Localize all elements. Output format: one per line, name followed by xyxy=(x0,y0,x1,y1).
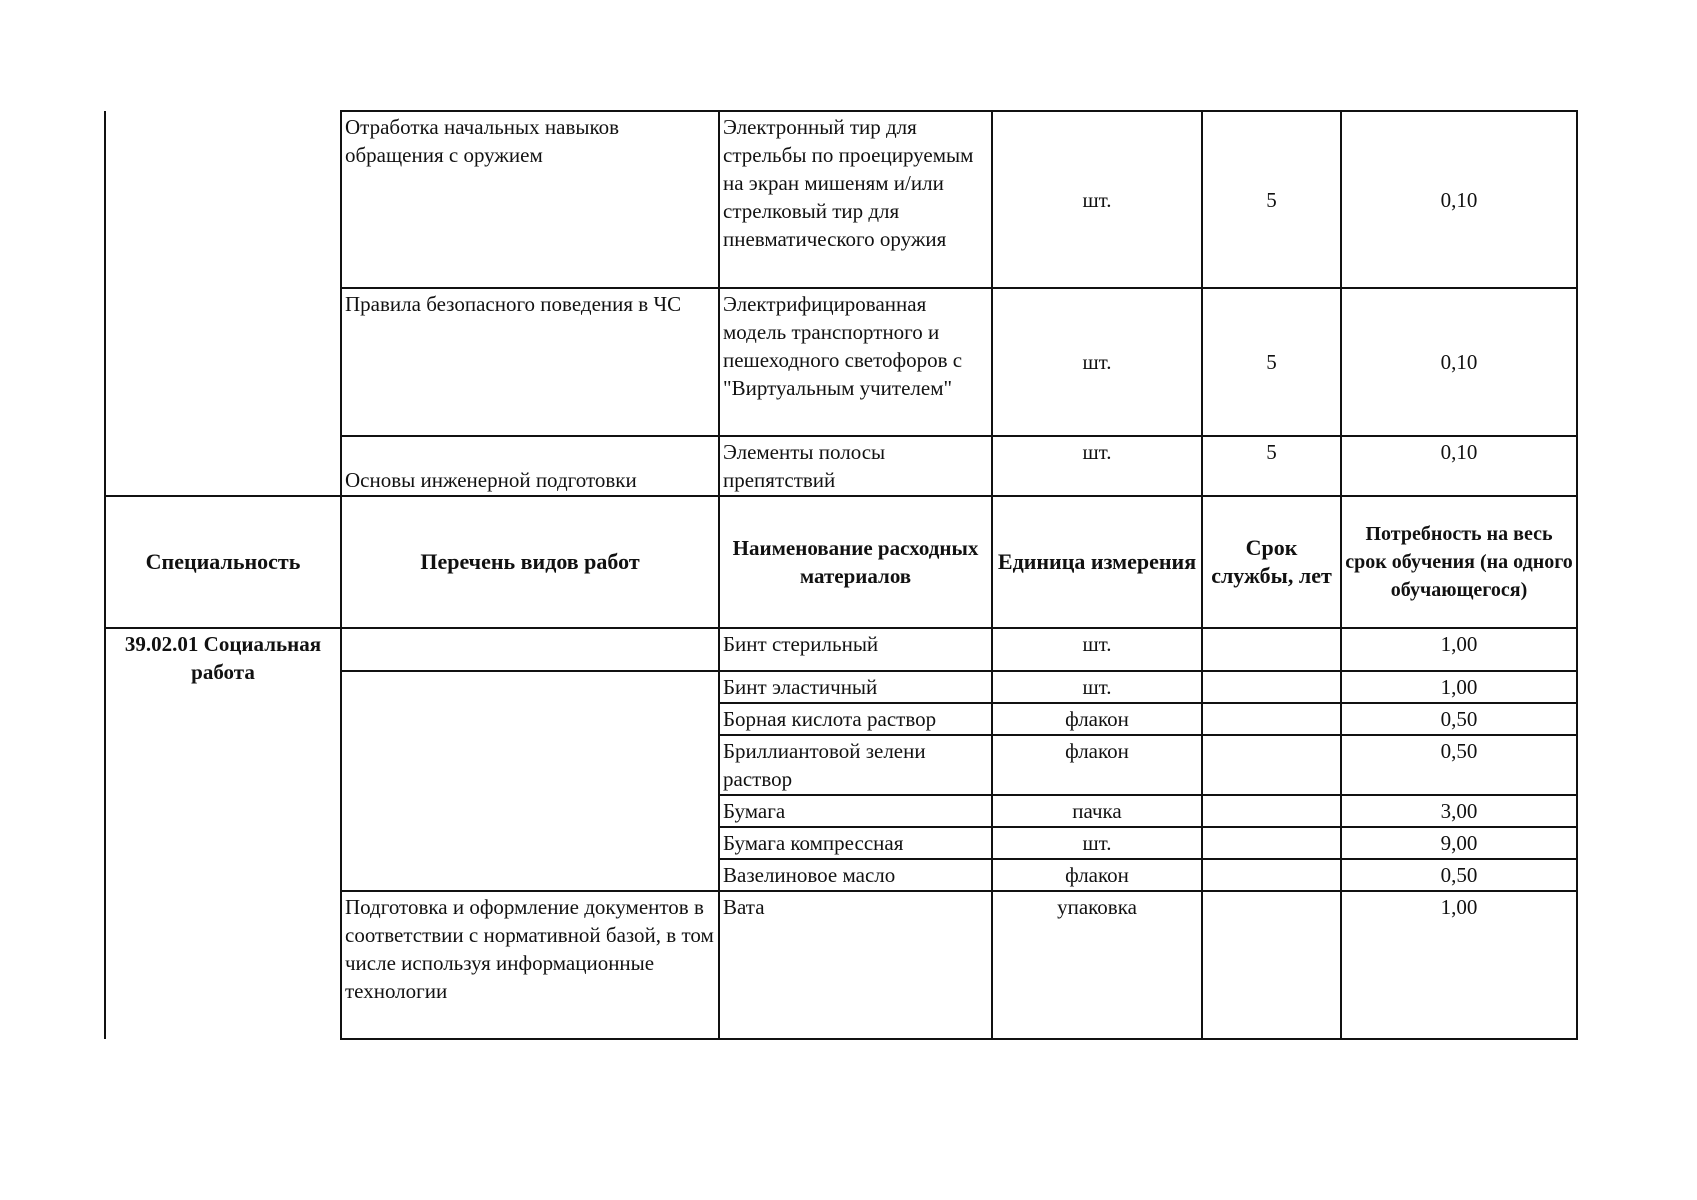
material-cell: Бумага компрессная xyxy=(719,827,992,859)
need-cell: 0,50 xyxy=(1341,703,1577,735)
header-need: Потребность на весь срок обучения (на одного обучающегося) xyxy=(1341,496,1577,628)
specialty-cell-continued xyxy=(105,111,341,496)
need-cell: 0,50 xyxy=(1341,859,1577,891)
work-cell-empty xyxy=(341,628,719,671)
table-row xyxy=(105,628,1577,671)
unit-cell: шт. xyxy=(992,111,1202,288)
unit-cell: флакон xyxy=(992,859,1202,891)
work-cell: Подготовка и оформление документов в соответствии с нормативной базой, в том числе используя информационные технологии xyxy=(341,891,719,1039)
unit-cell: шт. xyxy=(992,628,1202,671)
need-cell: 1,00 xyxy=(1341,628,1577,671)
material-cell: Бумага xyxy=(719,795,992,827)
material-cell: Бриллиантовой зелени раствор xyxy=(719,735,992,795)
need-cell: 3,00 xyxy=(1341,795,1577,827)
service-cell xyxy=(1202,628,1341,671)
service-cell: 5 xyxy=(1202,436,1341,496)
material-cell: Электрифицированная модель транспортного и пешеходного светофоров с "Виртуальным учителем" xyxy=(719,288,992,436)
table-row xyxy=(105,111,1577,288)
unit-cell: флакон xyxy=(992,735,1202,795)
material-cell: Борная кислота раствор xyxy=(719,703,992,735)
service-cell xyxy=(1202,795,1341,827)
service-cell xyxy=(1202,735,1341,795)
service-cell: 5 xyxy=(1202,288,1341,436)
material-cell: Бинт эластичный xyxy=(719,671,992,703)
header-specialty: Специальность xyxy=(105,496,341,628)
need-cell: 9,00 xyxy=(1341,827,1577,859)
service-cell: 5 xyxy=(1202,111,1341,288)
work-cell-empty xyxy=(341,671,719,891)
unit-cell: пачка xyxy=(992,795,1202,827)
header-works: Перечень видов работ xyxy=(341,496,719,628)
work-cell: Основы инженерной подготовки xyxy=(341,436,719,496)
specialty-cell: 39.02.01 Социальная работа xyxy=(105,628,341,1039)
header-service: Срок службы, лет xyxy=(1202,496,1341,628)
need-cell: 1,00 xyxy=(1341,891,1577,1039)
material-cell: Вазелиновое масло xyxy=(719,859,992,891)
header-materials: Наименование расходных материалов xyxy=(719,496,992,628)
work-cell: Отработка начальных навыков обращения с оружием xyxy=(341,111,719,288)
unit-cell: флакон xyxy=(992,703,1202,735)
service-cell xyxy=(1202,827,1341,859)
service-cell xyxy=(1202,891,1341,1039)
material-cell: Электронный тир для стрельбы по проецируемым на экран мишеням и/или стрелковый тир для пневматического оружия xyxy=(719,111,992,288)
material-cell: Бинт стерильный xyxy=(719,628,992,671)
material-cell: Вата xyxy=(719,891,992,1039)
need-cell: 0,10 xyxy=(1341,288,1577,436)
need-cell: 0,10 xyxy=(1341,436,1577,496)
unit-cell: шт. xyxy=(992,671,1202,703)
unit-cell: шт. xyxy=(992,436,1202,496)
need-cell: 1,00 xyxy=(1341,671,1577,703)
work-cell: Правила безопасного поведения в ЧС xyxy=(341,288,719,436)
material-cell: Элементы полосы препятствий xyxy=(719,436,992,496)
need-cell: 0,10 xyxy=(1341,111,1577,288)
service-cell xyxy=(1202,859,1341,891)
materials-table xyxy=(104,110,1578,1040)
unit-cell: шт. xyxy=(992,288,1202,436)
header-unit: Единица измерения xyxy=(992,496,1202,628)
unit-cell: шт. xyxy=(992,827,1202,859)
unit-cell: упаковка xyxy=(992,891,1202,1039)
service-cell xyxy=(1202,671,1341,703)
table-header-row xyxy=(105,496,1577,628)
need-cell: 0,50 xyxy=(1341,735,1577,795)
service-cell xyxy=(1202,703,1341,735)
